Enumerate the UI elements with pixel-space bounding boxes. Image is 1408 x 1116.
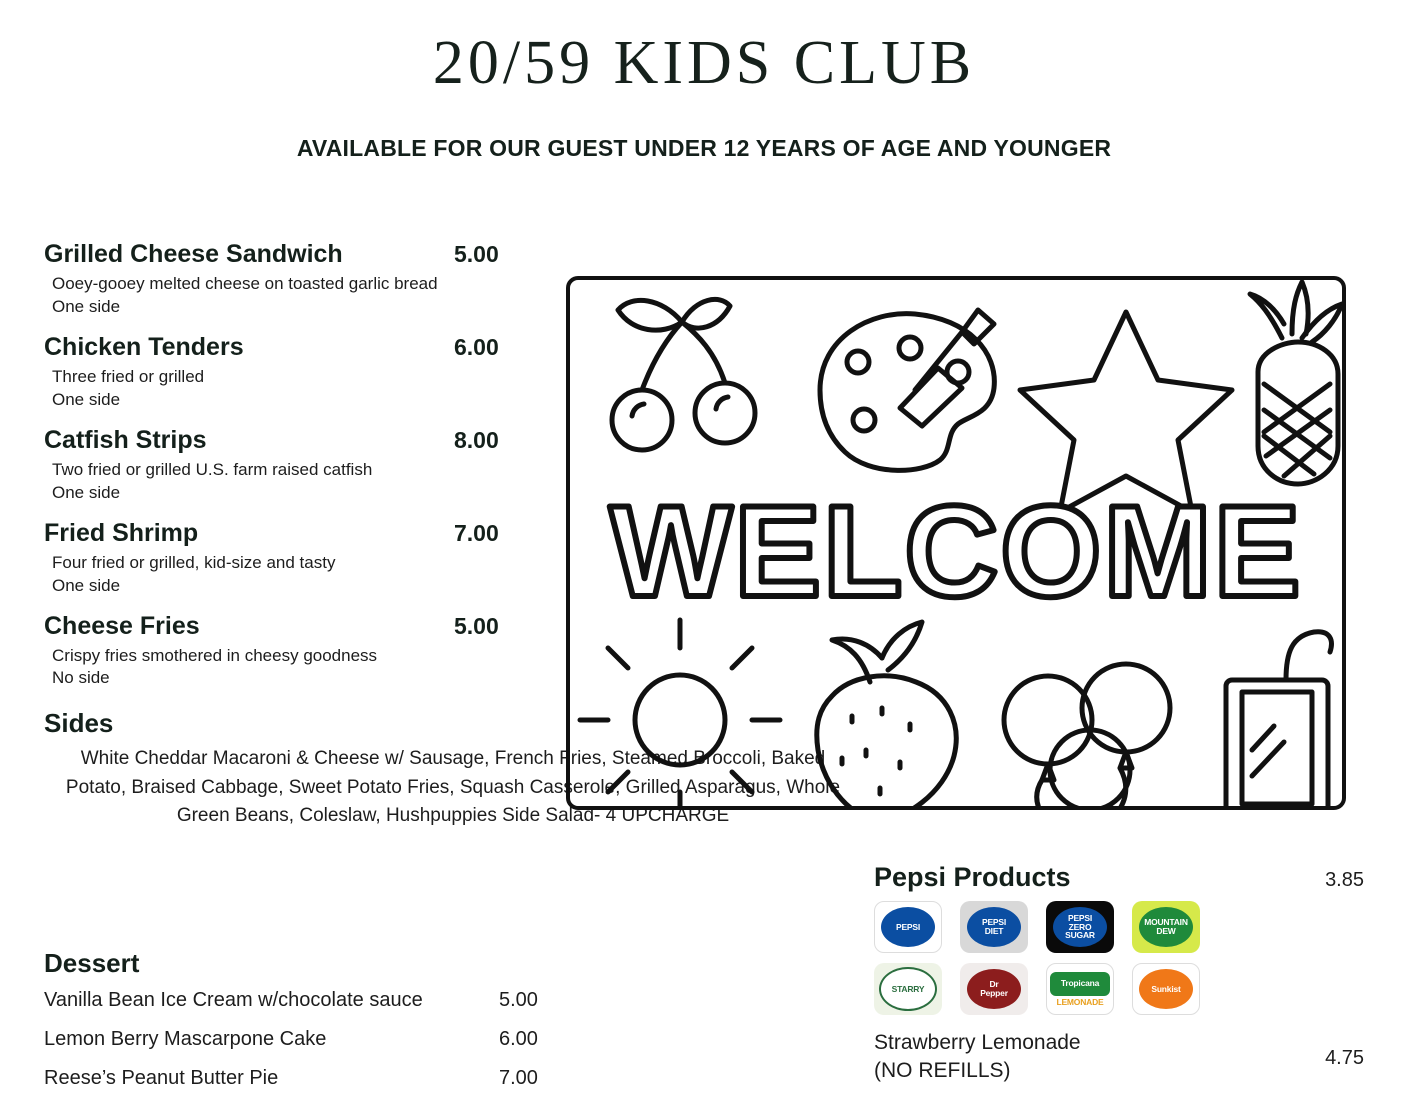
dessert-name: Lemon Berry Mascarpone Cake [44,1028,327,1050]
dessert-name: Vanilla Bean Ice Cream w/chocolate sauce [44,989,423,1011]
drinks-price: 3.85 [1325,869,1364,891]
menu-item-name: Fried Shrimp [44,518,199,547]
dessert-price: 7.00 [499,1067,538,1089]
tropicana-lemonade-logo [1046,963,1114,1015]
balloons-icon [1004,664,1170,806]
menu-item [44,612,544,691]
strawberry-lemonade-row [874,1029,1364,1086]
sides-text: White Cheddar Macaroni & Cheese w/ Sausage, French Fries, Steamed Broccoli, Baked Potato, Braised Cabbage, Sweet Potato Fries, Squash Casserole, Grilled Asparagus, Whole Green Beans, Coleslaw, Hushpuppies Side Salad- 4 UPCHARGE [65,748,841,827]
menu-item-name: Grilled Cheese Sandwich [44,240,343,268]
menu-item-description [44,366,472,412]
dessert-row [44,1067,664,1090]
menu-item-side: One side [52,296,121,316]
strawberry-icon [817,622,956,806]
dessert-price: 5.00 [499,989,538,1011]
mountain-dew-logo-label: MOUNTAIN [1144,917,1188,928]
pepsi-diet-logo-label: PEPSI [981,917,1007,928]
pepsi-logo [874,901,942,953]
sunkist-logo [1132,963,1200,1015]
pepsi-logo-label: PEPSI [895,921,921,932]
menu-item-head [44,240,544,269]
pepsi-zero-logo-sublabel: ZERO SUGAR [1065,921,1095,941]
strawberry-lemonade-price: 4.75 [1325,1047,1364,1069]
cherries-icon [612,299,755,450]
menu-item-head [44,333,544,362]
strawberry-lemonade-note: (NO REFILLS) [874,1059,1011,1083]
sunkist-logo-label: Sunkist [1151,983,1181,994]
entree-list [44,240,841,831]
dessert-price: 6.00 [499,1028,538,1050]
menu-item-name: Catfish Strips [44,425,207,454]
menu-item-price: 5.00 [454,241,499,267]
juice-box-icon [1226,632,1331,806]
menu-item-name: Cheese Fries [44,611,200,640]
menu-item-side: One side [52,482,121,502]
strawberry-lemonade-title: Strawberry Lemonade [874,1031,1081,1054]
dr-pepper-logo-sublabel: Pepper [980,988,1008,998]
pepsi-diet-logo-sublabel: DIET [984,926,1004,936]
welcome-text: WELCOME [609,478,1303,624]
pineapple-icon [1250,282,1342,484]
menu-item-head [44,519,544,548]
dessert-row [44,1028,664,1051]
menu-item [44,240,544,319]
menu-item-side: No side [52,668,110,688]
menu-item-side: One side [52,389,121,409]
pepsi-zero-logo-label: PEPSI [1067,912,1093,923]
menu-item-description [44,459,472,505]
drinks-title: Pepsi Products [874,862,1071,892]
starry-logo-label: STARRY [891,983,925,994]
pepsi-logo-grid [874,901,1364,1015]
menu-item [44,519,544,598]
sides-heading: Sides [44,708,114,739]
menu-item [44,333,544,412]
menu-item-head [44,426,544,455]
mountain-dew-logo-sublabel: DEW [1156,926,1176,936]
drinks-head-row [874,862,1364,893]
pepsi-diet-logo [960,901,1028,953]
menu-item-desc-text: Crispy fries smothered in cheesy goodness [52,645,378,665]
menu-item-side: One side [52,575,121,595]
menu-item-price: 7.00 [454,519,499,546]
menu-item [44,426,544,505]
drinks-section [874,862,1364,1086]
menu-item-price: 6.00 [454,333,499,360]
menu-item-desc-text: Four fried or grilled, kid-size and tasty [52,552,336,572]
menu-item-name: Chicken Tenders [44,332,244,361]
dessert-row [44,989,664,1012]
menu-item-desc-text: Ooey-gooey melted cheese on toasted garlic bread [52,274,438,293]
menu-item-description [44,552,472,598]
menu-item-description [44,273,472,319]
tropicana-logo-sublabel: LEMONADE [1056,996,1104,1007]
dessert-heading: Dessert [44,948,140,978]
sun-icon [580,620,780,806]
menu-item-head [44,612,544,641]
strawberry-lemonade-name [874,1029,1081,1086]
dr-pepper-logo-label: Dr [989,979,999,990]
mountain-dew-logo [1132,901,1200,953]
coloring-placemat [566,276,1346,810]
dr-pepper-logo [960,963,1028,1015]
dessert-name: Reese’s Peanut Butter Pie [44,1067,279,1089]
pepsi-zero-sugar-logo [1046,901,1114,953]
placemat-illustration [570,280,1342,806]
menu-item-price: 5.00 [454,612,499,639]
menu-item-description [44,645,472,691]
menu-page [0,28,1408,1116]
dessert-section [44,948,664,1106]
page-title: 20/59 KIDS CLUB [432,29,976,97]
menu-item-desc-text: Three fried or grilled [52,366,205,386]
paint-palette-icon [820,310,994,470]
menu-item-price: 8.00 [454,426,499,453]
tropicana-logo-label: Tropicana [1060,978,1100,989]
page-subtitle: AVAILABLE FOR OUR GUEST UNDER 12 YEARS OF AGE AND YOUNGER [296,135,1112,161]
menu-item-desc-text: Two fried or grilled U.S. farm raised catfish [52,459,373,479]
starry-logo [874,963,942,1015]
